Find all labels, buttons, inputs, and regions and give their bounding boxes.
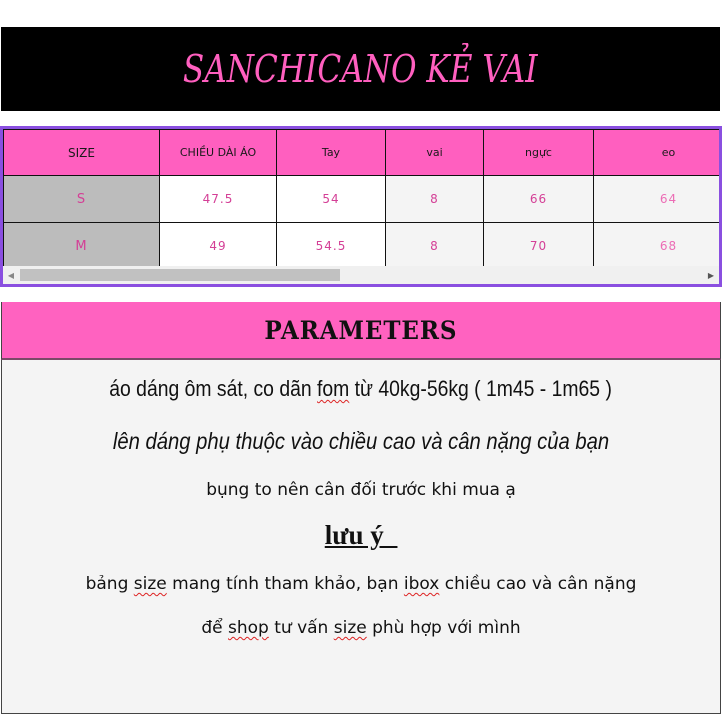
header-eo: eo [594, 130, 722, 176]
header-vai: vai [386, 130, 484, 176]
cell-chieu-dai-ao: 47.5 [160, 176, 277, 223]
parameters-header [1, 302, 721, 360]
fit-description [2, 376, 720, 402]
text-segment: áo dáng ôm sát, co dãn [109, 376, 318, 401]
horizontal-scrollbar[interactable] [3, 266, 719, 284]
cell-tay: 54.5 [277, 223, 386, 270]
header-chieu-dai-ao: CHIỀU DÀI ÁO [160, 130, 277, 176]
text-segment: bảng [85, 574, 134, 594]
text-segment: tư vấn [268, 618, 334, 638]
spellcheck-word: size [133, 574, 167, 594]
notice-heading: lưu ý_ [324, 520, 398, 550]
size-table [3, 129, 722, 270]
header-tay: Tay [277, 130, 386, 176]
cell-size: M [4, 223, 160, 270]
product-title: SANCHICANO KẺ VAI [183, 47, 538, 91]
text-segment: từ 40kg-56kg ( 1m45 - 1m65 ) [349, 376, 613, 401]
table-header-row [4, 130, 722, 176]
text-segment: chiều cao và cân nặng [439, 574, 637, 594]
table-row [4, 223, 722, 270]
cell-chieu-dai-ao: 49 [160, 223, 277, 270]
title-banner [1, 27, 720, 111]
header-size: SIZE [4, 130, 160, 176]
spellcheck-word: fom [317, 376, 350, 401]
spellcheck-word: shop [228, 618, 269, 638]
scroll-right-arrow-icon[interactable]: ▶ [707, 270, 715, 280]
text-segment: phù hợp với mình [366, 618, 521, 638]
parameters-title: PARAMETERS [264, 315, 458, 345]
header-nguc: ngực [484, 130, 594, 176]
parameters-section [1, 302, 721, 714]
cell-nguc: 70 [484, 223, 594, 270]
belly-note: bụng to nên cân đối trước khi mua ạ [206, 480, 516, 500]
table-row [4, 176, 722, 223]
text-segment: để [201, 618, 228, 638]
spellcheck-word: size [333, 618, 367, 638]
cell-tay: 54 [277, 176, 386, 223]
cell-nguc: 66 [484, 176, 594, 223]
scrollbar-thumb[interactable] [20, 269, 340, 281]
fit-note: lên dáng phụ thuộc vào chiều cao và cân nặng của bạn [112, 428, 610, 454]
cell-eo: 64 [594, 176, 722, 223]
cell-vai: 8 [386, 223, 484, 270]
spellcheck-word: ibox [403, 574, 440, 594]
cell-size: S [4, 176, 160, 223]
cell-vai: 8 [386, 176, 484, 223]
scroll-left-arrow-icon[interactable]: ◀ [7, 270, 15, 280]
advice-note [2, 618, 720, 638]
text-segment: mang tính tham khảo, bạn [166, 574, 404, 594]
cell-eo: 68 [594, 223, 722, 270]
size-table-container [0, 126, 722, 287]
reference-note [2, 574, 720, 594]
